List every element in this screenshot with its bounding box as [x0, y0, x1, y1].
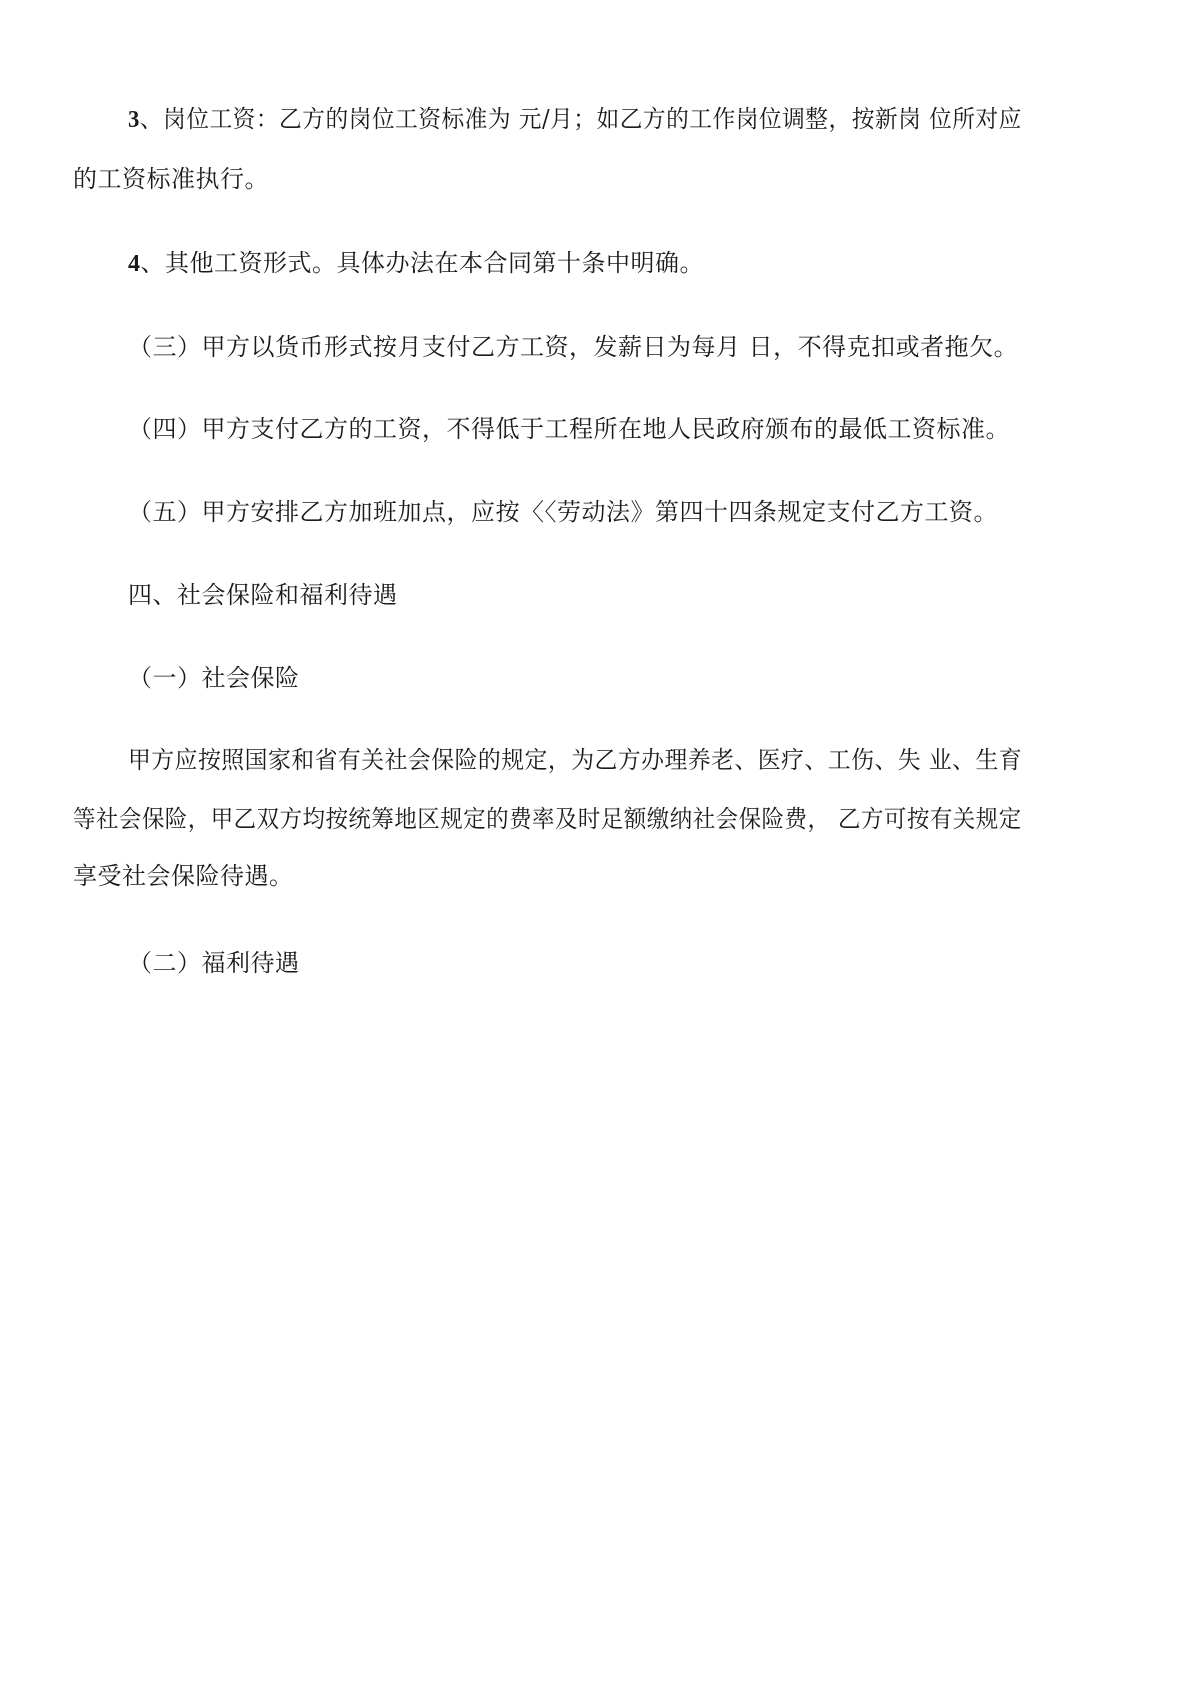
paragraph-text: 、岗位工资：乙方的岗位工资标准为 元/月；如乙方的工作岗位调整，按新岗 位所对应	[139, 105, 1022, 133]
paragraph-clause-5: （五）甲方安排乙方加班加点，应按〈〈劳动法》第四十四条规定支付乙方工资。	[128, 498, 998, 526]
section-heading: 四、社会保险和福利待遇	[128, 581, 398, 609]
paragraph-item-3-line-2: 的工资标准执行。	[73, 165, 269, 193]
paragraph-social-insurance-line-3: 享受社会保险待遇。	[73, 862, 294, 890]
paragraph-clause-4: （四）甲方支付乙方的工资，不得低于工程所在地人民政府颁布的最低工资标准。	[128, 415, 1010, 443]
paragraph-social-insurance-line-2: 等社会保险，甲乙双方均按统筹地区规定的费率及时足额缴纳社会保险费， 乙方可按有关规定	[73, 805, 1022, 833]
paragraph-social-insurance-line-1: 甲方应按照国家和省有关社会保险的规定，为乙方办理养老、医疗、工伤、失 业、生育	[128, 746, 1023, 774]
paragraph-item-4	[128, 248, 704, 279]
item-number: 4	[128, 251, 141, 277]
item-number: 3	[128, 107, 140, 133]
subsection-heading-welfare: （二）福利待遇	[128, 949, 300, 977]
paragraph-text: 、其他工资形式。具体办法在本合同第十条中明确。	[140, 249, 704, 277]
subsection-heading-social-insurance: （一）社会保险	[128, 664, 300, 692]
paragraph-clause-3: （三）甲方以货币形式按月支付乙方工资，发薪日为每月 日，不得克扣或者拖欠。	[128, 333, 1019, 361]
paragraph-item-3-line-1	[128, 104, 1022, 135]
